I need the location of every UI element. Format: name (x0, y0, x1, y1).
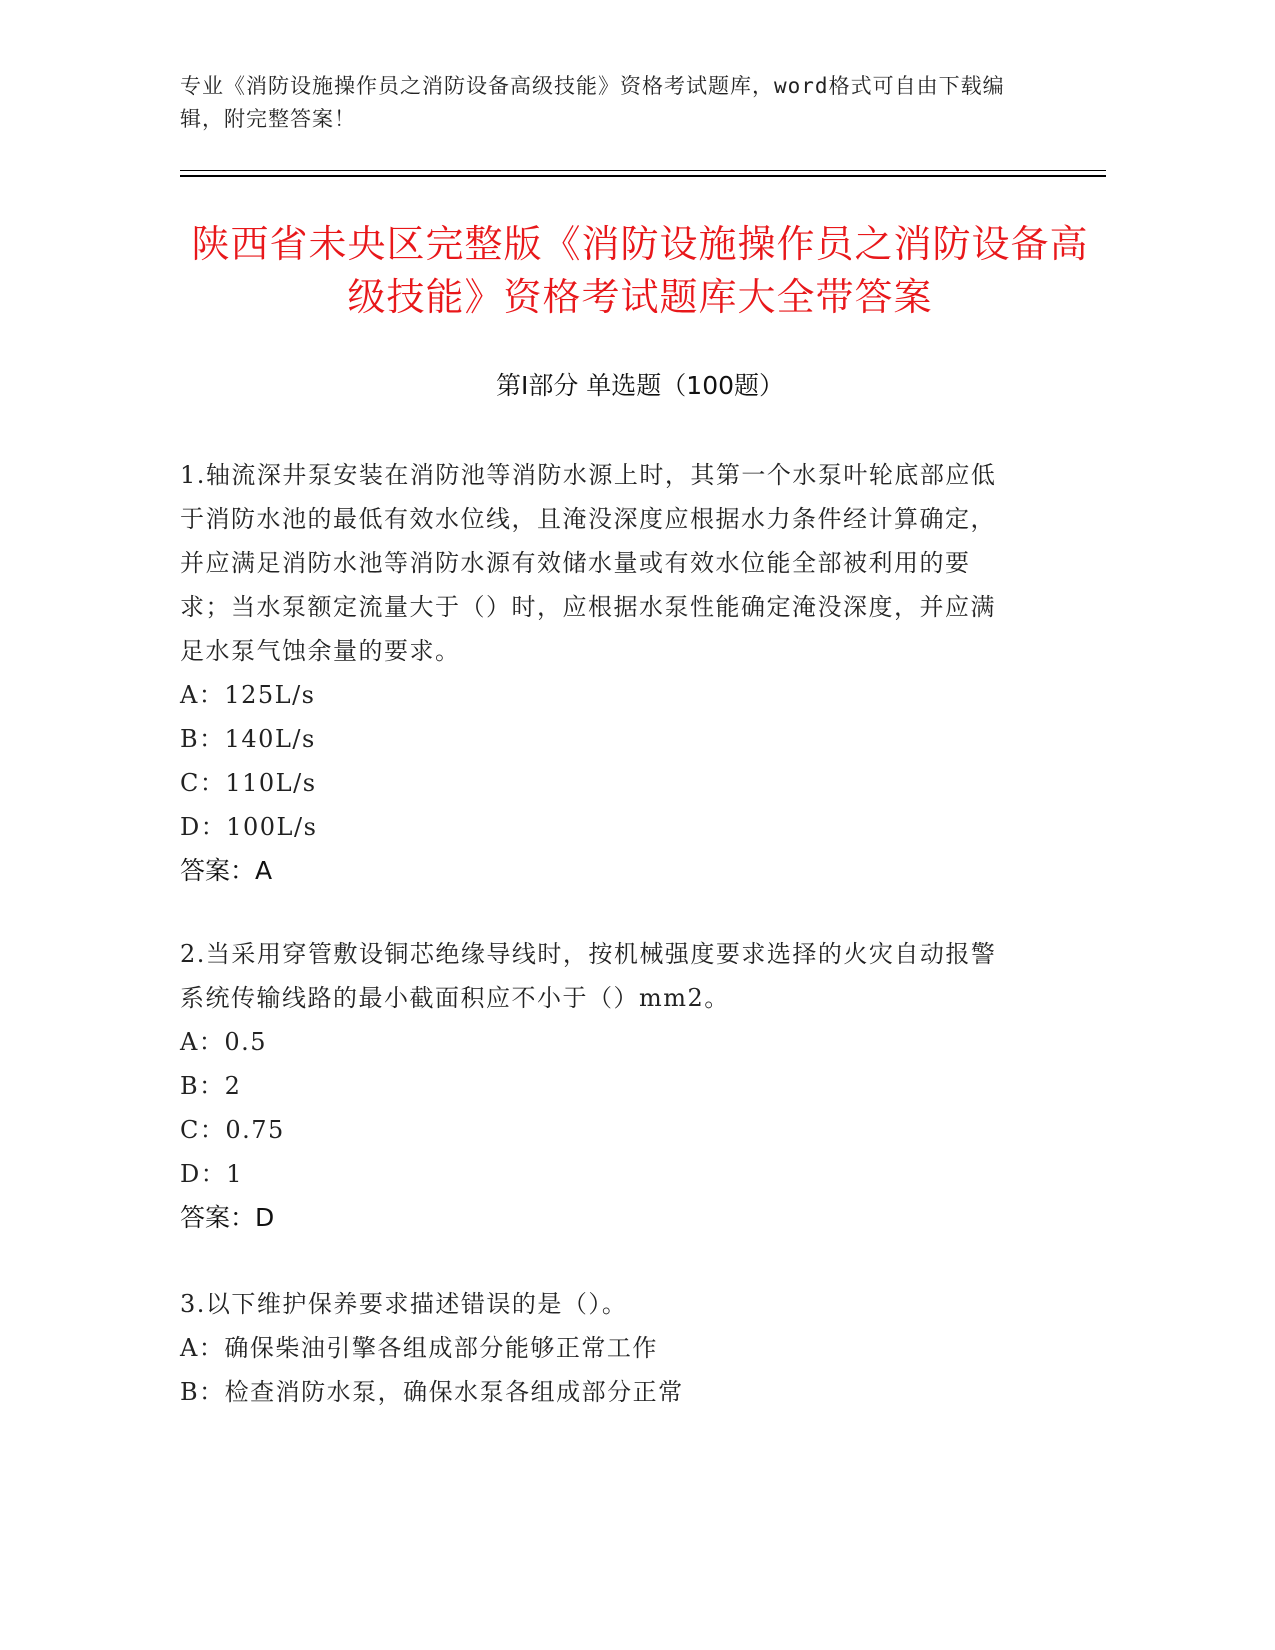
option-b: B：140L/s (180, 725, 316, 753)
question-2 (180, 932, 1020, 1240)
section-heading: 第Ⅰ部分 单选题（100题） (495, 371, 785, 400)
option-d: D：1 (180, 1160, 244, 1188)
header-divider-thick (180, 175, 1106, 177)
question-stem: 3.以下维护保养要求描述错误的是（）。 (180, 1290, 628, 1318)
question-stem: 1.轴流深井泵安装在消防池等消防水源上时，其第一个水泵叶轮底部应低于消防水池的最低有效水位线，且淹没深度应根据水力条件经计算确定，并应满足消防水池等消防水源有效储水量或有效水位能全部被利用的要求；当水泵额定流量大于（）时，应根据水泵性能确定淹没深度，并应满足水泵气蚀余量的要求。 (180, 461, 997, 665)
option-b: B：2 (180, 1072, 242, 1100)
option-a: A：125L/s (180, 681, 316, 709)
document-title: 陕西省未央区完整版《消防设施操作员之消防设备高级技能》资格考试题库大全带答案 (191, 222, 1089, 319)
question-1 (180, 453, 1020, 893)
option-d: D：100L/s (180, 813, 318, 841)
answer-text: 答案：D (180, 1203, 275, 1232)
question-3 (180, 1282, 1020, 1414)
option-c: C：0.75 (180, 1116, 285, 1144)
option-a: A：0.5 (180, 1028, 267, 1056)
option-c: C：110L/s (180, 769, 317, 797)
answer-text: 答案：A (180, 856, 273, 885)
document-header-note: 专业《消防设施操作员之消防设备高级技能》资格考试题库，word格式可自由下载编辑，附完整答案！ (180, 74, 1005, 131)
header-divider-thin (180, 170, 1106, 171)
option-b: B：检查消防水泵，确保水泵各组成部分正常 (180, 1378, 684, 1406)
option-a: A：确保柴油引擎各组成部分能够正常工作 (180, 1334, 658, 1362)
question-stem: 2.当采用穿管敷设铜芯绝缘导线时，按机械强度要求选择的火灾自动报警系统传输线路的最小截面积应不小于（）mm2。 (180, 940, 997, 1012)
